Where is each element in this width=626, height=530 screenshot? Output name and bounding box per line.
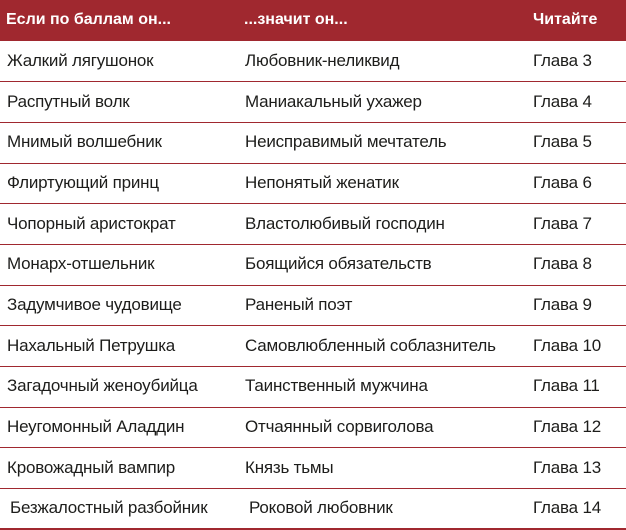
table-row: [0, 122, 626, 163]
score-type-cell: Жалкий лягушонок: [0, 41, 237, 82]
table-row: [0, 204, 626, 245]
table-row: [0, 367, 626, 408]
score-type-cell: Задумчивое чудовище: [0, 285, 237, 326]
chapter-cell: Глава 6: [526, 163, 626, 204]
header-read: Читайте: [533, 10, 598, 28]
header-score: Если по баллам он...: [6, 10, 171, 28]
score-type-cell: Монарх-отшельник: [0, 244, 237, 285]
score-type-cell: Безжалостный разбойник: [0, 489, 237, 530]
chapter-cell: Глава 11: [526, 367, 626, 408]
table-body: [0, 41, 626, 529]
table-row: [0, 407, 626, 448]
chapter-cell: Глава 10: [526, 326, 626, 367]
score-type-cell: Кровожадный вампир: [0, 448, 237, 489]
header-meaning: ...значит он...: [244, 10, 348, 28]
table-row: [0, 41, 626, 82]
table-row: [0, 448, 626, 489]
score-type-cell: Флиртующий принц: [0, 163, 237, 204]
meaning-cell: Неисправимый мечтатель: [237, 122, 526, 163]
chapter-cell: Глава 14: [526, 489, 626, 530]
score-type-cell: Мнимый волшебник: [0, 122, 237, 163]
score-type-cell: Чопорный аристократ: [0, 204, 237, 245]
meaning-cell: Таинственный мужчина: [237, 367, 526, 408]
chapter-cell: Глава 8: [526, 244, 626, 285]
score-type-cell: Нахальный Петрушка: [0, 326, 237, 367]
meaning-cell: Непонятый женатик: [237, 163, 526, 204]
meaning-cell: Отчаянный сорвиголова: [237, 407, 526, 448]
meaning-cell: Роковой любовник: [237, 489, 526, 530]
score-type-cell: Распутный волк: [0, 82, 237, 123]
table-row: [0, 326, 626, 367]
meaning-cell: Князь тьмы: [237, 448, 526, 489]
table-row: [0, 489, 626, 530]
table-header: [0, 0, 626, 41]
table-row: [0, 163, 626, 204]
table-row: [0, 285, 626, 326]
meaning-cell: Самовлюбленный соблазнитель: [237, 326, 526, 367]
score-type-cell: Неугомонный Аладдин: [0, 407, 237, 448]
chapter-cell: Глава 7: [526, 204, 626, 245]
chapter-cell: Глава 3: [526, 41, 626, 82]
meaning-cell: Боящийся обязательств: [237, 244, 526, 285]
chapter-cell: Глава 9: [526, 285, 626, 326]
meaning-cell: Любовник-неликвид: [237, 41, 526, 82]
table-row: [0, 244, 626, 285]
chapter-cell: Глава 13: [526, 448, 626, 489]
table-row: [0, 82, 626, 123]
chapter-cell: Глава 4: [526, 82, 626, 123]
meaning-cell: Раненый поэт: [237, 285, 526, 326]
meaning-cell: Властолюбивый господин: [237, 204, 526, 245]
chapter-cell: Глава 12: [526, 407, 626, 448]
score-type-cell: Загадочный женоубийца: [0, 367, 237, 408]
chapter-cell: Глава 5: [526, 122, 626, 163]
meaning-cell: Маниакальный ухажер: [237, 82, 526, 123]
header-row: [0, 0, 626, 41]
